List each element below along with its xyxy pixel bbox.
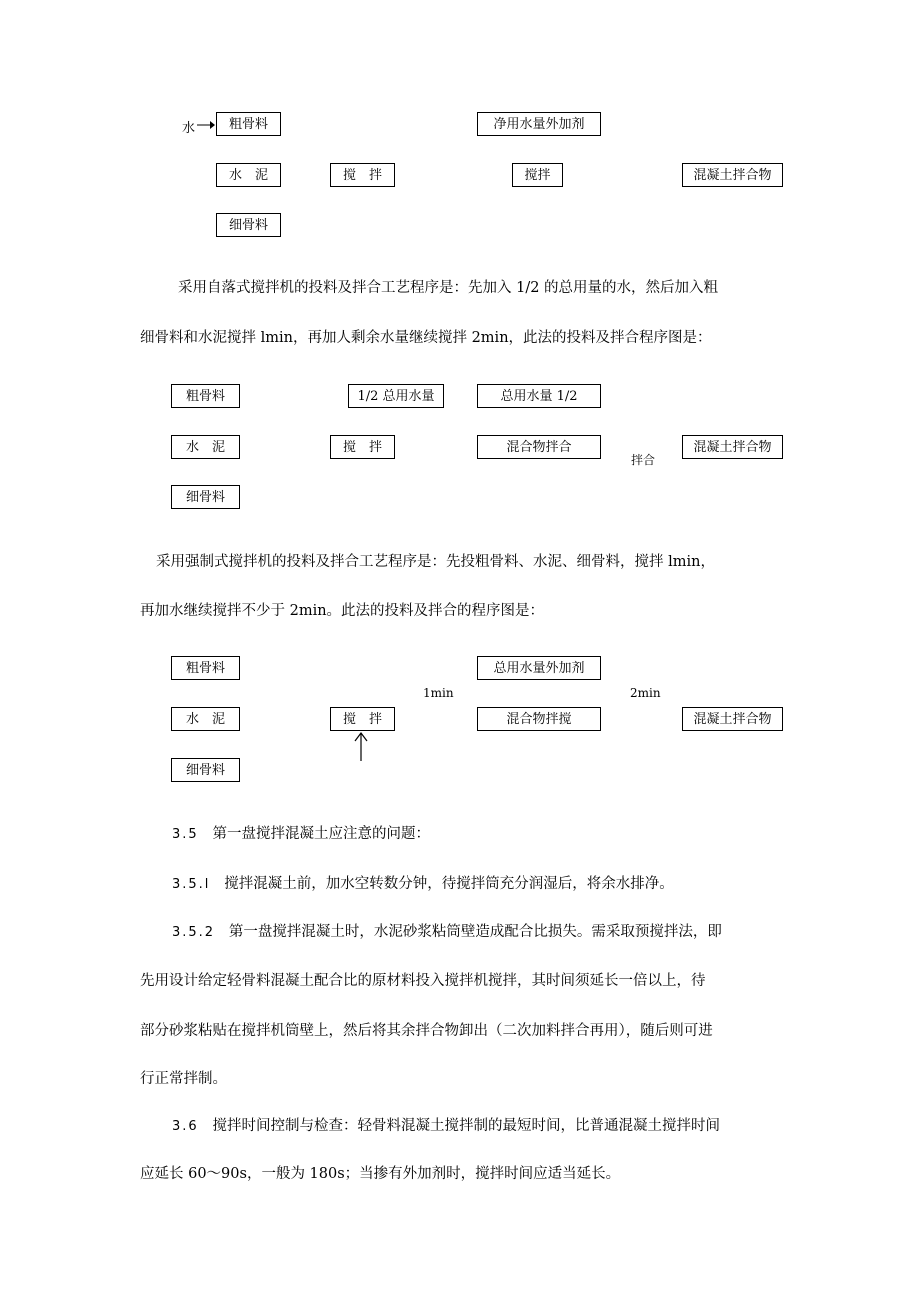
section-text: 第一盘搅拌混凝土时，水泥砂浆粘筒壁造成配合比损失。需采取预搅拌法，即 (228, 924, 722, 940)
section-text: 搅拌时间控制与检查：轻骨料混凝土搅拌制的最短时间，比普通混凝土搅拌时间 (212, 1118, 721, 1134)
fine-aggregate-box: 细骨料 (171, 485, 240, 509)
concrete-mixture-box: 混凝土拌合物 (682, 707, 783, 731)
section-3-5-2-line2: 先用设计给定轻骨料混凝土配合比的原材料投入搅拌机搅拌，其时间须延长一倍以上，待 (140, 973, 706, 989)
fine-aggregate-box: 细骨料 (171, 758, 240, 782)
arrow-right-icon (196, 118, 216, 132)
mixture-box: 混合物拌搅 (477, 707, 601, 731)
mix-label: 拌合 (631, 453, 656, 467)
section-3-5-2-line4: 行正常拌制。 (140, 1071, 227, 1087)
para1-line2: 细骨料和水泥搅拌 lmin，再加人剩余水量继续搅拌 2min，此法的投料及拌合程序图是： (140, 330, 712, 346)
mix-box-1: 搅 拌 (330, 163, 395, 187)
coarse-aggregate-box: 粗骨料 (171, 656, 240, 680)
section-number: 3.5.2 (172, 925, 216, 940)
mix-box: 搅 拌 (330, 707, 395, 731)
half-water-box: 1/2 总用水量 (348, 384, 444, 408)
section-3-6-line2: 应延长 60～90s，一般为 180s；当掺有外加剂时，搅拌时间应适当延长。 (140, 1166, 621, 1182)
coarse-aggregate-box: 粗骨料 (171, 384, 240, 408)
water-additive-box: 总用水量外加剂 (477, 656, 601, 680)
mix-box: 搅 拌 (330, 435, 395, 459)
section-heading: 第一盘搅拌混凝土应注意的问题： (212, 826, 431, 842)
fine-aggregate-box: 细骨料 (216, 213, 281, 237)
cement-box: 水 泥 (216, 163, 281, 187)
section-3-5 (172, 822, 822, 843)
cement-box: 水 泥 (171, 707, 240, 731)
para1-line1: 采用自落式搅拌机的投料及拌合工艺程序是：先加入 1/2 的总用量的水，然后加入粗 (178, 280, 719, 296)
section-3-6 (172, 1114, 822, 1135)
section-3-5-1 (172, 872, 822, 893)
mixture-box: 混合物拌合 (477, 435, 601, 459)
one-min-label: 1min (423, 686, 454, 700)
para2-line2: 再加水继续搅拌不少于 2min。此法的投料及拌合的程序图是： (140, 603, 545, 619)
section-3-5-2 (172, 920, 822, 941)
water-label: 水 (182, 121, 196, 136)
concrete-mixture-box: 混凝土拌合物 (682, 163, 783, 187)
mix-box-2: 搅拌 (512, 163, 563, 187)
arrow-up-icon (353, 731, 369, 763)
water-half-box: 总用水量 1/2 (477, 384, 601, 408)
section-number: 3.5.l (172, 877, 211, 892)
section-3-5-2-line3: 部分砂浆粘贴在搅拌机筒壁上，然后将其余拌合物卸出（二次加料拌合再用），随后则可进 (140, 1023, 713, 1039)
cement-box: 水 泥 (171, 435, 240, 459)
coarse-aggregate-box: 粗骨料 (216, 112, 281, 136)
section-text: 搅拌混凝土前，加水空转数分钟，待搅拌筒充分润湿后，将余水排净。 (224, 876, 674, 892)
two-min-label: 2min (630, 686, 661, 700)
concrete-mixture-box: 混凝土拌合物 (682, 435, 783, 459)
additive-box: 净用水量外加剂 (477, 112, 601, 136)
section-number: 3.5 (172, 827, 199, 842)
para2-line1: 采用强制式搅拌机的投料及拌合工艺程序是：先投粗骨料、水泥、细骨料，搅拌 lmin， (156, 554, 715, 570)
section-number: 3.6 (172, 1119, 199, 1134)
